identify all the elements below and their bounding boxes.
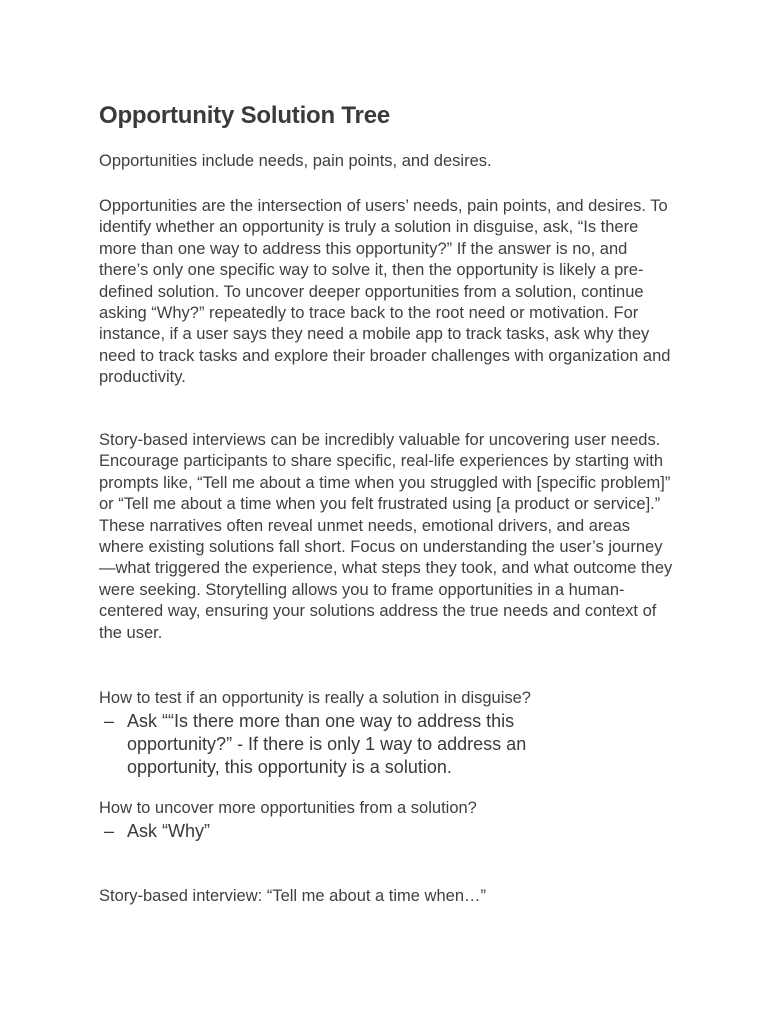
intro-paragraph: Opportunities include needs, pain points, and desires.: [99, 152, 492, 170]
bullet-text-test: Ask ““Is there more than one way to address this opportunity?” - If there is only 1 way to address an opportunity, this opportunity is a solution.: [127, 711, 527, 777]
bullet-marker: –: [104, 711, 115, 731]
question-test: How to test if an opportunity is really a solution in disguise?: [99, 689, 531, 707]
opportunities-paragraph: Opportunities are the intersection of users’ needs, pain points, and desires. To identify whether an opportunity is truly a solution in disguise, ask, “Is there more than one way to address this opportunity?” If the answer is no, and there’s only one specific way to solve it, then the opportunity is likely a pre-defined solution. To uncover deeper opportunities from a solution, continue asking “Why?” repeatedly to trace back to the root need or motivation. For instance, if a user says they need a mobile app to track tasks, ask why they need to track tasks and explore their broader challenges with organization and productivity.: [99, 197, 671, 387]
bullet-marker: –: [104, 821, 115, 841]
page-title: Opportunity Solution Tree: [99, 102, 390, 129]
bullet-text-uncover: Ask “Why”: [127, 821, 210, 841]
interviews-paragraph: Story-based interviews can be incredibly valuable for uncovering user needs. Encourage participants to share specific, real-life experiences by starting with prompts like, “Tell me about a time when you struggled with [specific problem]” or “Tell me about a time when you felt frustrated using [a product or service].” These narratives often reveal unmet needs, emotional drivers, and areas where existing solutions fall short. Focus on understanding the user’s journey—what triggered the experience, what steps they took, and what outcome they were seeking. Storytelling allows you to frame opportunities in a human-centered way, ensuring your solutions address the true needs and context of the user.: [99, 431, 673, 642]
list-item-test: [104, 710, 604, 779]
story-interview-line: Story-based interview: “Tell me about a time when…”: [99, 887, 486, 905]
question-uncover: How to uncover more opportunities from a solution?: [99, 799, 477, 817]
list-item-uncover: [104, 820, 604, 843]
